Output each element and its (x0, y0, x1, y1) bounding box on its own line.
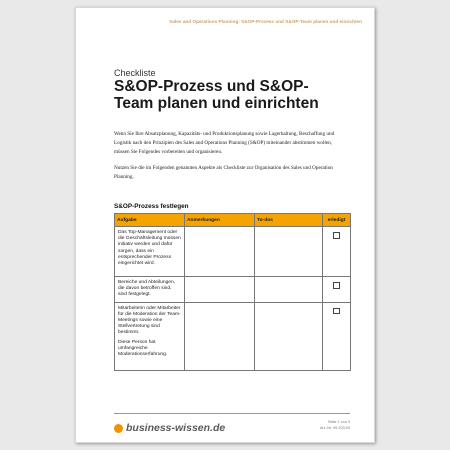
task-cell (115, 227, 185, 277)
done-cell (323, 227, 351, 277)
brand-logo (114, 422, 225, 434)
notes-cell[interactable] (185, 302, 255, 370)
task-text: Bereiche und Abteilungen, die davon betroffen sind, sind festgelegt. (118, 280, 176, 298)
done-cell (323, 277, 351, 303)
done-checkbox[interactable] (333, 308, 340, 315)
notes-cell[interactable] (185, 277, 255, 303)
footer-divider (114, 413, 350, 414)
section-heading: S&OP-Prozess festlegen (114, 203, 189, 210)
task-cell (115, 277, 185, 303)
running-header: Sales and Operations Planning: S&OP-Prozess und S&OP-Team planen und einrichten (169, 19, 362, 24)
task-cell (115, 302, 185, 370)
table-header-row (115, 214, 351, 227)
todos-cell[interactable] (255, 227, 323, 277)
logo-dot-icon (114, 424, 123, 433)
column-header-notes: Anmerkungen (185, 214, 255, 227)
table-row (115, 277, 351, 303)
todos-cell[interactable] (255, 277, 323, 303)
notes-cell[interactable] (185, 227, 255, 277)
intro-paragraph-1: Wenn Sie Ihre Absatzplanung, Kapazitäts- und Produktionsplanung sowie Lagerhaltung, Beschaffung und Logistik nach den Prinzipien des Sales and Operations Planning (S&OP) miteinander abstimmen wollen, müssen Sie Folgendes vorbereiten und organisieren. (114, 131, 335, 156)
todos-cell[interactable] (255, 302, 323, 370)
column-header-todos: To-dos (255, 214, 323, 227)
checklist-table (114, 213, 351, 371)
document-type-label: Checkliste (114, 68, 156, 78)
task-extra-text: Diese Person hat umfangreiche Moderationserfahrung. (118, 339, 168, 358)
column-header-task: Aufgabe (115, 214, 185, 227)
done-cell (323, 302, 351, 370)
document-title: S&OP-Prozess und S&OP-Team planen und einrichten (114, 78, 319, 112)
done-checkbox[interactable] (333, 232, 340, 239)
intro-text (114, 130, 346, 188)
intro-paragraph-2: Nutzen Sie die im Folgenden genannten Aspekte als Checkliste zur Organisation des Sales und Operation Planning. (114, 164, 333, 180)
done-checkbox[interactable] (333, 282, 340, 289)
table-row (115, 302, 351, 370)
article-number: Art.-Nr. 99.203.03 (320, 426, 350, 430)
logo-text: business-wissen.de (126, 422, 226, 434)
column-header-done: erledigt (323, 214, 351, 227)
table-row (115, 227, 351, 277)
page-number: Seite 1 von 3 (327, 420, 350, 424)
document-page (75, 7, 375, 443)
task-text: Das Top-Management oder die Geschäftsleitung müssen initiativ werden und dafür sorgen, dass ein entsprechender Prozess eingerichtet wird. (118, 230, 181, 267)
page-meta (296, 419, 350, 431)
task-text: Mitarbeiterin oder Mitarbeiter für die Moderation der Team-Meetings sowie eine Stellvertretung sind bestimmt. (118, 305, 181, 336)
